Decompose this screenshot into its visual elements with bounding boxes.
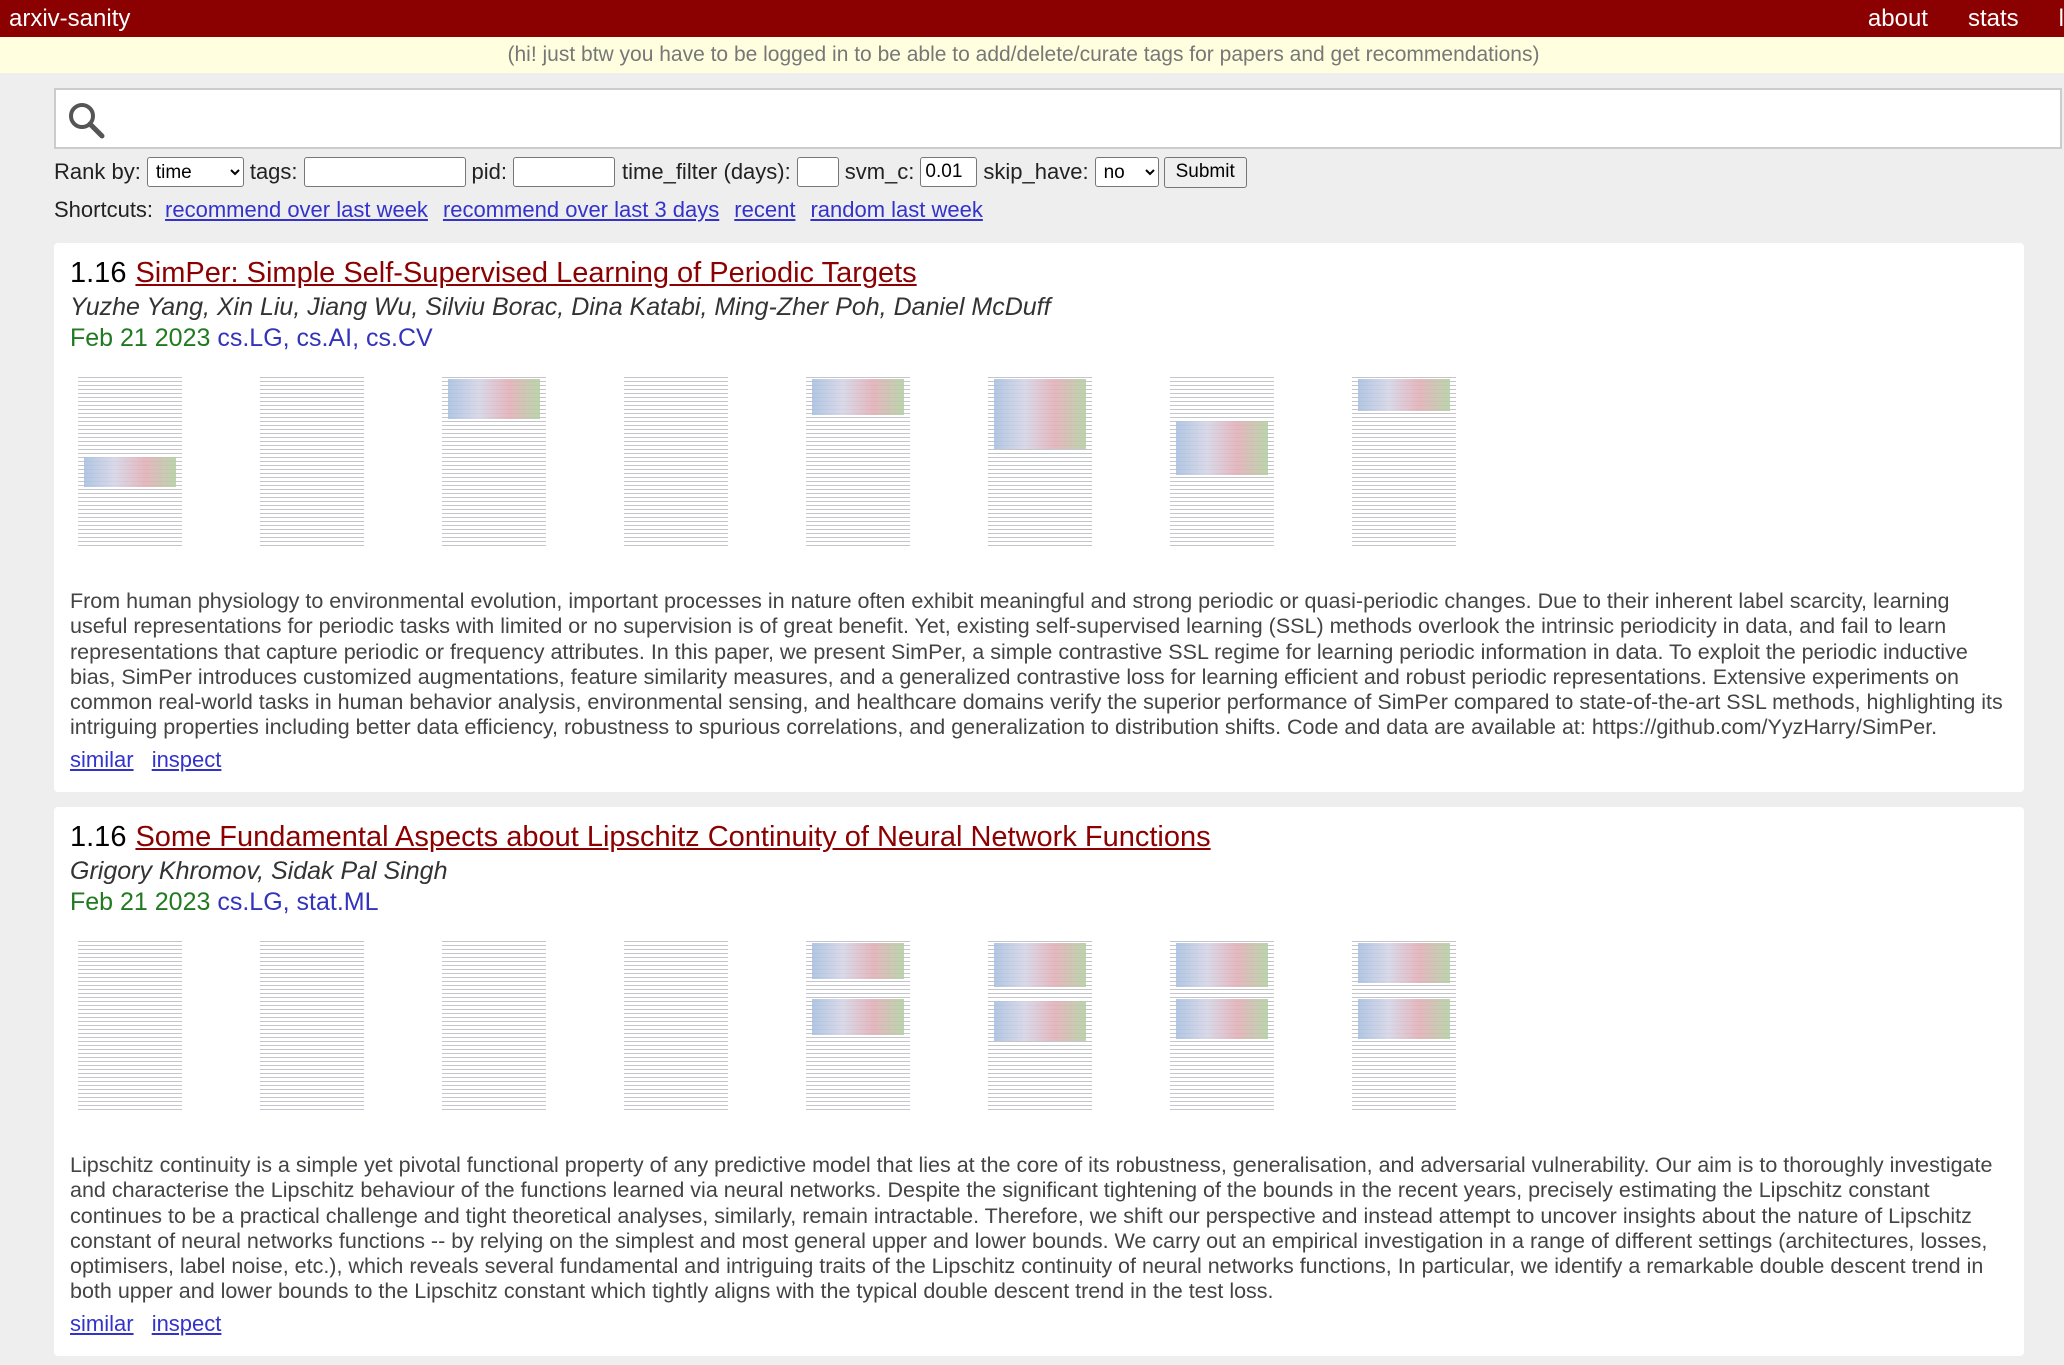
- paper-links: [70, 747, 2008, 779]
- page-thumbnail: [980, 929, 1100, 1125]
- svm-c-label: svm_c:: [844, 159, 915, 184]
- paper-score: 1.16: [70, 821, 127, 853]
- paper-title-line: [70, 257, 2008, 293]
- top-bar: [0, 0, 2064, 37]
- paper-authors: Grigory Khromov, Sidak Pal Singh: [70, 857, 448, 885]
- brand-link[interactable]: arxiv-sanity: [9, 4, 131, 32]
- tags-label: tags:: [249, 159, 298, 184]
- similar-link[interactable]: similar: [70, 1310, 134, 1336]
- shortcuts-label: Shortcuts:: [54, 197, 154, 222]
- nav-about[interactable]: about: [1867, 4, 1928, 32]
- page-thumbnail: [70, 929, 190, 1125]
- page-thumbnail: [798, 365, 918, 561]
- paper-meta: [70, 888, 2008, 921]
- page-thumbnail: [1344, 365, 1464, 561]
- paper-meta: [70, 324, 2008, 357]
- page-thumbnail: [1162, 929, 1282, 1125]
- search-box[interactable]: [54, 88, 2062, 149]
- paper-thumbnails: [70, 921, 2008, 1153]
- page-thumbnail: [1344, 929, 1464, 1125]
- inspect-link[interactable]: inspect: [151, 1310, 222, 1336]
- paper-links: [70, 1311, 2008, 1343]
- page-thumbnail: [616, 929, 736, 1125]
- pid-label: pid:: [471, 159, 508, 184]
- paper-tags[interactable]: cs.LG, stat.ML: [217, 888, 379, 916]
- shortcut-recommend-3-days[interactable]: recommend over last 3 days: [442, 197, 720, 222]
- top-nav: [1828, 5, 2064, 33]
- inspect-link[interactable]: inspect: [151, 746, 222, 772]
- page-thumbnail: [70, 365, 190, 561]
- paper-abstract: From human physiology to environmental evolution, important processes in nature often exhibit meaningful and strong periodic or quasi-periodic changes. Due to their inherent label scarcity, learning useful representations for periodic tasks with limited or no supervision is of great benefit. Yet, existing self-supervised learning (SSL) methods overlook the intrinsic periodicity in data, and fail to learn representations that capture periodic or frequency attributes. In this paper, we present SimPer, a simple contrastive SSL regime for learning periodic information in data. To exploit the periodic inductive bias, SimPer introduces customized augmentations, feature similarity measures, and a generalized contrastive loss for learning efficient and robust periodic representations. Extensive experiments on common real-world tasks in human behavior analysis, environmental sensing, and healthcare domains verify the superior performance of SimPer compared to state-of-the-art SSL methods, highlighting its intriguing properties including better data efficiency, robustness to spurious correlations, and generalization to distribution shifts. Code and data are available at: https://github.com/YyzHarry/SimPer.: [70, 589, 2003, 740]
- similar-link[interactable]: similar: [70, 746, 134, 772]
- rank-controls: [54, 156, 1247, 188]
- nav-stats[interactable]: stats: [1967, 4, 2019, 32]
- paper-date: Feb 21 2023: [70, 324, 211, 352]
- paper-abstract: Lipschitz continuity is a simple yet pivotal functional property of any predictive model that lies at the core of its robustness, generalisation, and adversarial vulnerability. Our aim is to thoroughly investigate and characterise the Lipschitz behaviour of the functions learned via neural networks. Despite the significant tightening of the bounds in the recent years, precisely estimating the Lipschitz constant continues to be a practical challenge and tight theoretical analyses, similarly, remain intractable. Therefore, we shift our perspective and instead attempt to uncover insights about the nature of Lipschitz constant of neural networks functions -- by relying on the simplest and most general upper and lower bounds. We carry out an empirical investigation in a range of different settings (architectures, losses, optimisers, label noise, etc.), which reveals several fundamental and intriguing traits of the Lipschitz continuity of neural networks functions, In particular, we identify a remarkable double descent trend in both upper and lower bounds to the Lipschitz constant which tightly aligns with the typical double descent trend in the test loss.: [70, 1153, 1993, 1304]
- paper-authors: Yuzhe Yang, Xin Liu, Jiang Wu, Silviu Borac, Dina Katabi, Ming-Zher Poh, Daniel McDuff: [70, 293, 1051, 321]
- shortcut-random-week[interactable]: random last week: [810, 197, 983, 222]
- paper-title-link[interactable]: SimPer: Simple Self-Supervised Learning of Periodic Targets: [135, 257, 917, 289]
- paper-score: 1.16: [70, 257, 127, 289]
- page-thumbnail: [798, 929, 918, 1125]
- page-thumbnail: [252, 929, 372, 1125]
- submit-button[interactable]: Submit: [1164, 157, 1247, 188]
- shortcuts: [54, 197, 983, 223]
- svm-c-input[interactable]: [920, 157, 977, 187]
- tags-input[interactable]: [304, 157, 466, 187]
- paper-card: [54, 243, 2024, 792]
- page-thumbnail: [252, 365, 372, 561]
- skip-have-select[interactable]: [1095, 157, 1159, 187]
- page-thumbnail: [434, 929, 554, 1125]
- paper-tags[interactable]: cs.LG, cs.AI, cs.CV: [217, 324, 433, 352]
- paper-title-line: [70, 821, 2008, 857]
- skip-have-label: skip_have:: [983, 159, 1089, 184]
- time-filter-input[interactable]: [797, 157, 839, 187]
- rank-label: Rank by:: [54, 159, 141, 184]
- paper-thumbnails: [70, 357, 2008, 589]
- page-thumbnail: [1162, 365, 1282, 561]
- shortcut-recommend-week[interactable]: recommend over last week: [165, 197, 428, 222]
- page-thumbnail: [434, 365, 554, 561]
- login-notice: (hi! just btw you have to be logged in to be able to add/delete/curate tags for papers and get recommendations): [0, 37, 2064, 73]
- paper-card: [54, 807, 2024, 1356]
- page-thumbnail: [980, 365, 1100, 561]
- nav-login[interactable]: l: [2058, 4, 2064, 32]
- search-icon: [66, 100, 106, 140]
- paper-title-link[interactable]: Some Fundamental Aspects about Lipschitz Continuity of Neural Network Functions: [135, 821, 1211, 853]
- paper-date: Feb 21 2023: [70, 888, 211, 916]
- pid-input[interactable]: [513, 157, 615, 187]
- rank-select[interactable]: [147, 157, 244, 187]
- search-input[interactable]: [120, 94, 2040, 144]
- page-thumbnail: [616, 365, 736, 561]
- shortcut-recent[interactable]: recent: [734, 197, 796, 222]
- time-filter-label: time_filter (days):: [622, 159, 791, 184]
